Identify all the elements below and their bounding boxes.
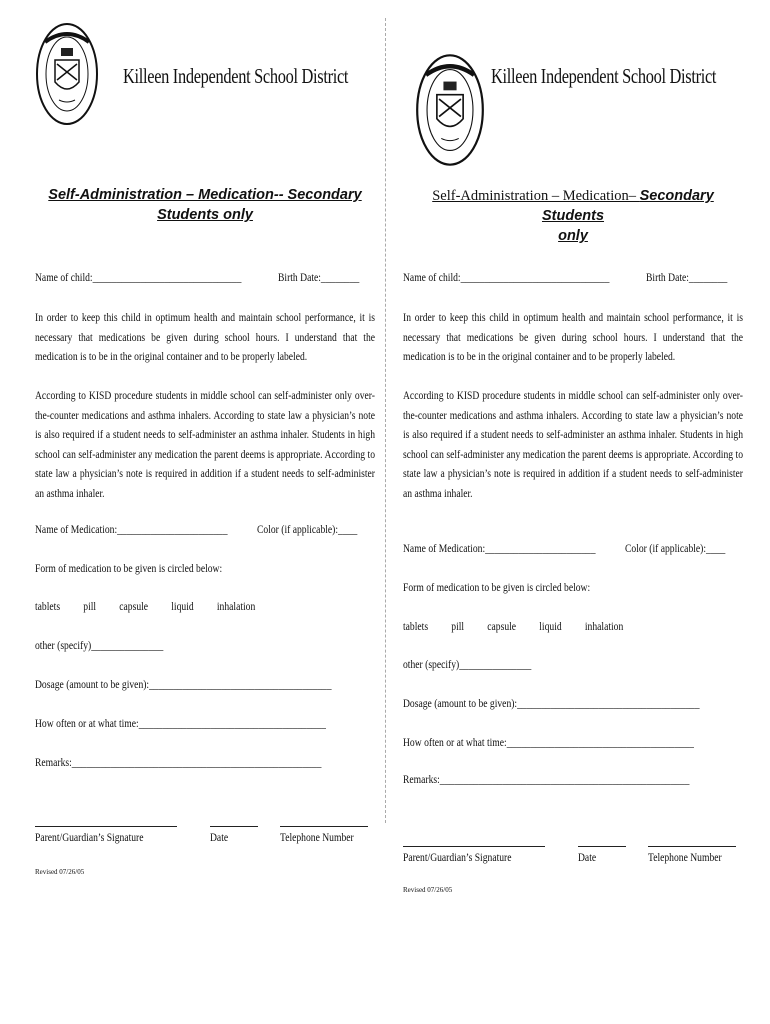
remarks-field[interactable]: Remarks:____________________________________________________ <box>35 755 322 769</box>
form-intro: Form of medication to be given is circled below: <box>35 561 223 575</box>
title-line-1: Self-Administration – Medication-- Secondary <box>48 187 362 203</box>
telephone-line[interactable] <box>280 826 368 827</box>
date-line[interactable] <box>578 846 626 847</box>
paragraph-procedure: According to KISD procedure students in middle school can self-administer only over-the-counter medications and asthma inhalers. According to state law a physician’s note is also required if a student needs to self-administer an asthma inhaler. Students in high school can self-administer any medication the parent deems is appropriate. According to state law a physician’s note is required in addition if a student needs to self-administer an asthma inhaler. <box>35 388 375 500</box>
option-tablets[interactable]: tablets <box>403 619 429 633</box>
color-field[interactable]: Color (if applicable):____ <box>625 541 726 555</box>
telephone-label: Telephone Number <box>280 830 354 844</box>
signature-label: Parent/Guardian’s Signature <box>35 830 144 844</box>
birth-date-field[interactable]: Birth Date:________ <box>646 270 728 284</box>
date-label: Date <box>210 830 229 844</box>
signature-line[interactable] <box>35 826 177 827</box>
dosage-field[interactable]: Dosage (amount to be given):______________________________________ <box>403 696 700 710</box>
date-line[interactable] <box>210 826 258 827</box>
option-liquid[interactable]: liquid <box>539 619 562 633</box>
district-seal-logo <box>35 22 99 126</box>
telephone-line[interactable] <box>648 846 736 847</box>
option-pill[interactable]: pill <box>83 599 97 613</box>
other-specify-field[interactable]: other (specify)_______________ <box>403 657 532 671</box>
option-capsule[interactable]: capsule <box>119 599 149 613</box>
paragraph-consent: In order to keep this child in optimum health and maintain school performance, it is necessary that medications be given during school hours. I understand that the medication is to be in the original container and to be properly labeled. <box>35 310 375 363</box>
other-specify-field[interactable]: other (specify)_______________ <box>35 638 164 652</box>
page-divider <box>385 18 386 823</box>
medication-name-field[interactable]: Name of Medication:_______________________ <box>403 541 596 555</box>
name-of-child-field[interactable]: Name of child:_______________________________ <box>403 270 610 284</box>
name-of-child-field[interactable]: Name of child:_______________________________ <box>35 270 242 284</box>
medication-form-options <box>35 599 278 614</box>
option-inhalation[interactable]: inhalation <box>216 599 256 613</box>
signature-label: Parent/Guardian’s Signature <box>403 850 512 864</box>
option-tablets[interactable]: tablets <box>35 599 61 613</box>
remarks-field[interactable]: Remarks:____________________________________________________ <box>403 772 690 786</box>
telephone-label: Telephone Number <box>648 850 722 864</box>
paragraph-consent: In order to keep this child in optimum health and maintain school performance, it is necessary that medications be given during school hours. I understand that the medication is to be in the original container and to be properly labeled. <box>403 310 743 363</box>
district-name: Killeen Independent School District <box>491 64 717 88</box>
option-pill[interactable]: pill <box>451 619 465 633</box>
revised-date: Revised 07/26/05 <box>403 886 453 894</box>
color-field[interactable]: Color (if applicable):____ <box>257 522 358 536</box>
revised-date: Revised 07/26/05 <box>35 868 85 876</box>
form-intro: Form of medication to be given is circled below: <box>403 580 591 594</box>
title-part-1: Self-Administration – Medication– <box>432 188 640 204</box>
form-title <box>35 185 375 225</box>
option-inhalation[interactable]: inhalation <box>584 619 624 633</box>
option-capsule[interactable]: capsule <box>487 619 517 633</box>
district-seal-logo <box>415 52 485 168</box>
frequency-field[interactable]: How often or at what time:_______________________________________ <box>35 716 326 730</box>
signature-line[interactable] <box>403 846 545 847</box>
title-part-2: Secondary Students <box>541 188 714 224</box>
medication-name-field[interactable]: Name of Medication:_______________________ <box>35 522 228 536</box>
medication-form-options <box>403 619 646 634</box>
left-form <box>35 0 375 1024</box>
frequency-field[interactable]: How often or at what time:_______________________________________ <box>403 735 694 749</box>
district-name: Killeen Independent School District <box>123 64 349 88</box>
dosage-field[interactable]: Dosage (amount to be given):______________________________________ <box>35 677 332 691</box>
form-title <box>403 186 743 246</box>
title-line-2: Students only <box>157 207 253 223</box>
right-form <box>403 0 743 1024</box>
paragraph-procedure: According to KISD procedure students in middle school can self-administer only over-the-counter medications and asthma inhalers. According to state law a physician’s note is also required if a student needs to self-administer an asthma inhaler. Students in high school can self-administer any medication the parent deems is appropriate. According to state law a physician’s note is required in addition if a student needs to self-administer an asthma inhaler. <box>403 388 743 500</box>
date-label: Date <box>578 850 597 864</box>
title-line-1 <box>403 186 743 226</box>
title-line-2: only <box>558 228 588 244</box>
birth-date-field[interactable]: Birth Date:________ <box>278 270 360 284</box>
option-liquid[interactable]: liquid <box>171 599 194 613</box>
